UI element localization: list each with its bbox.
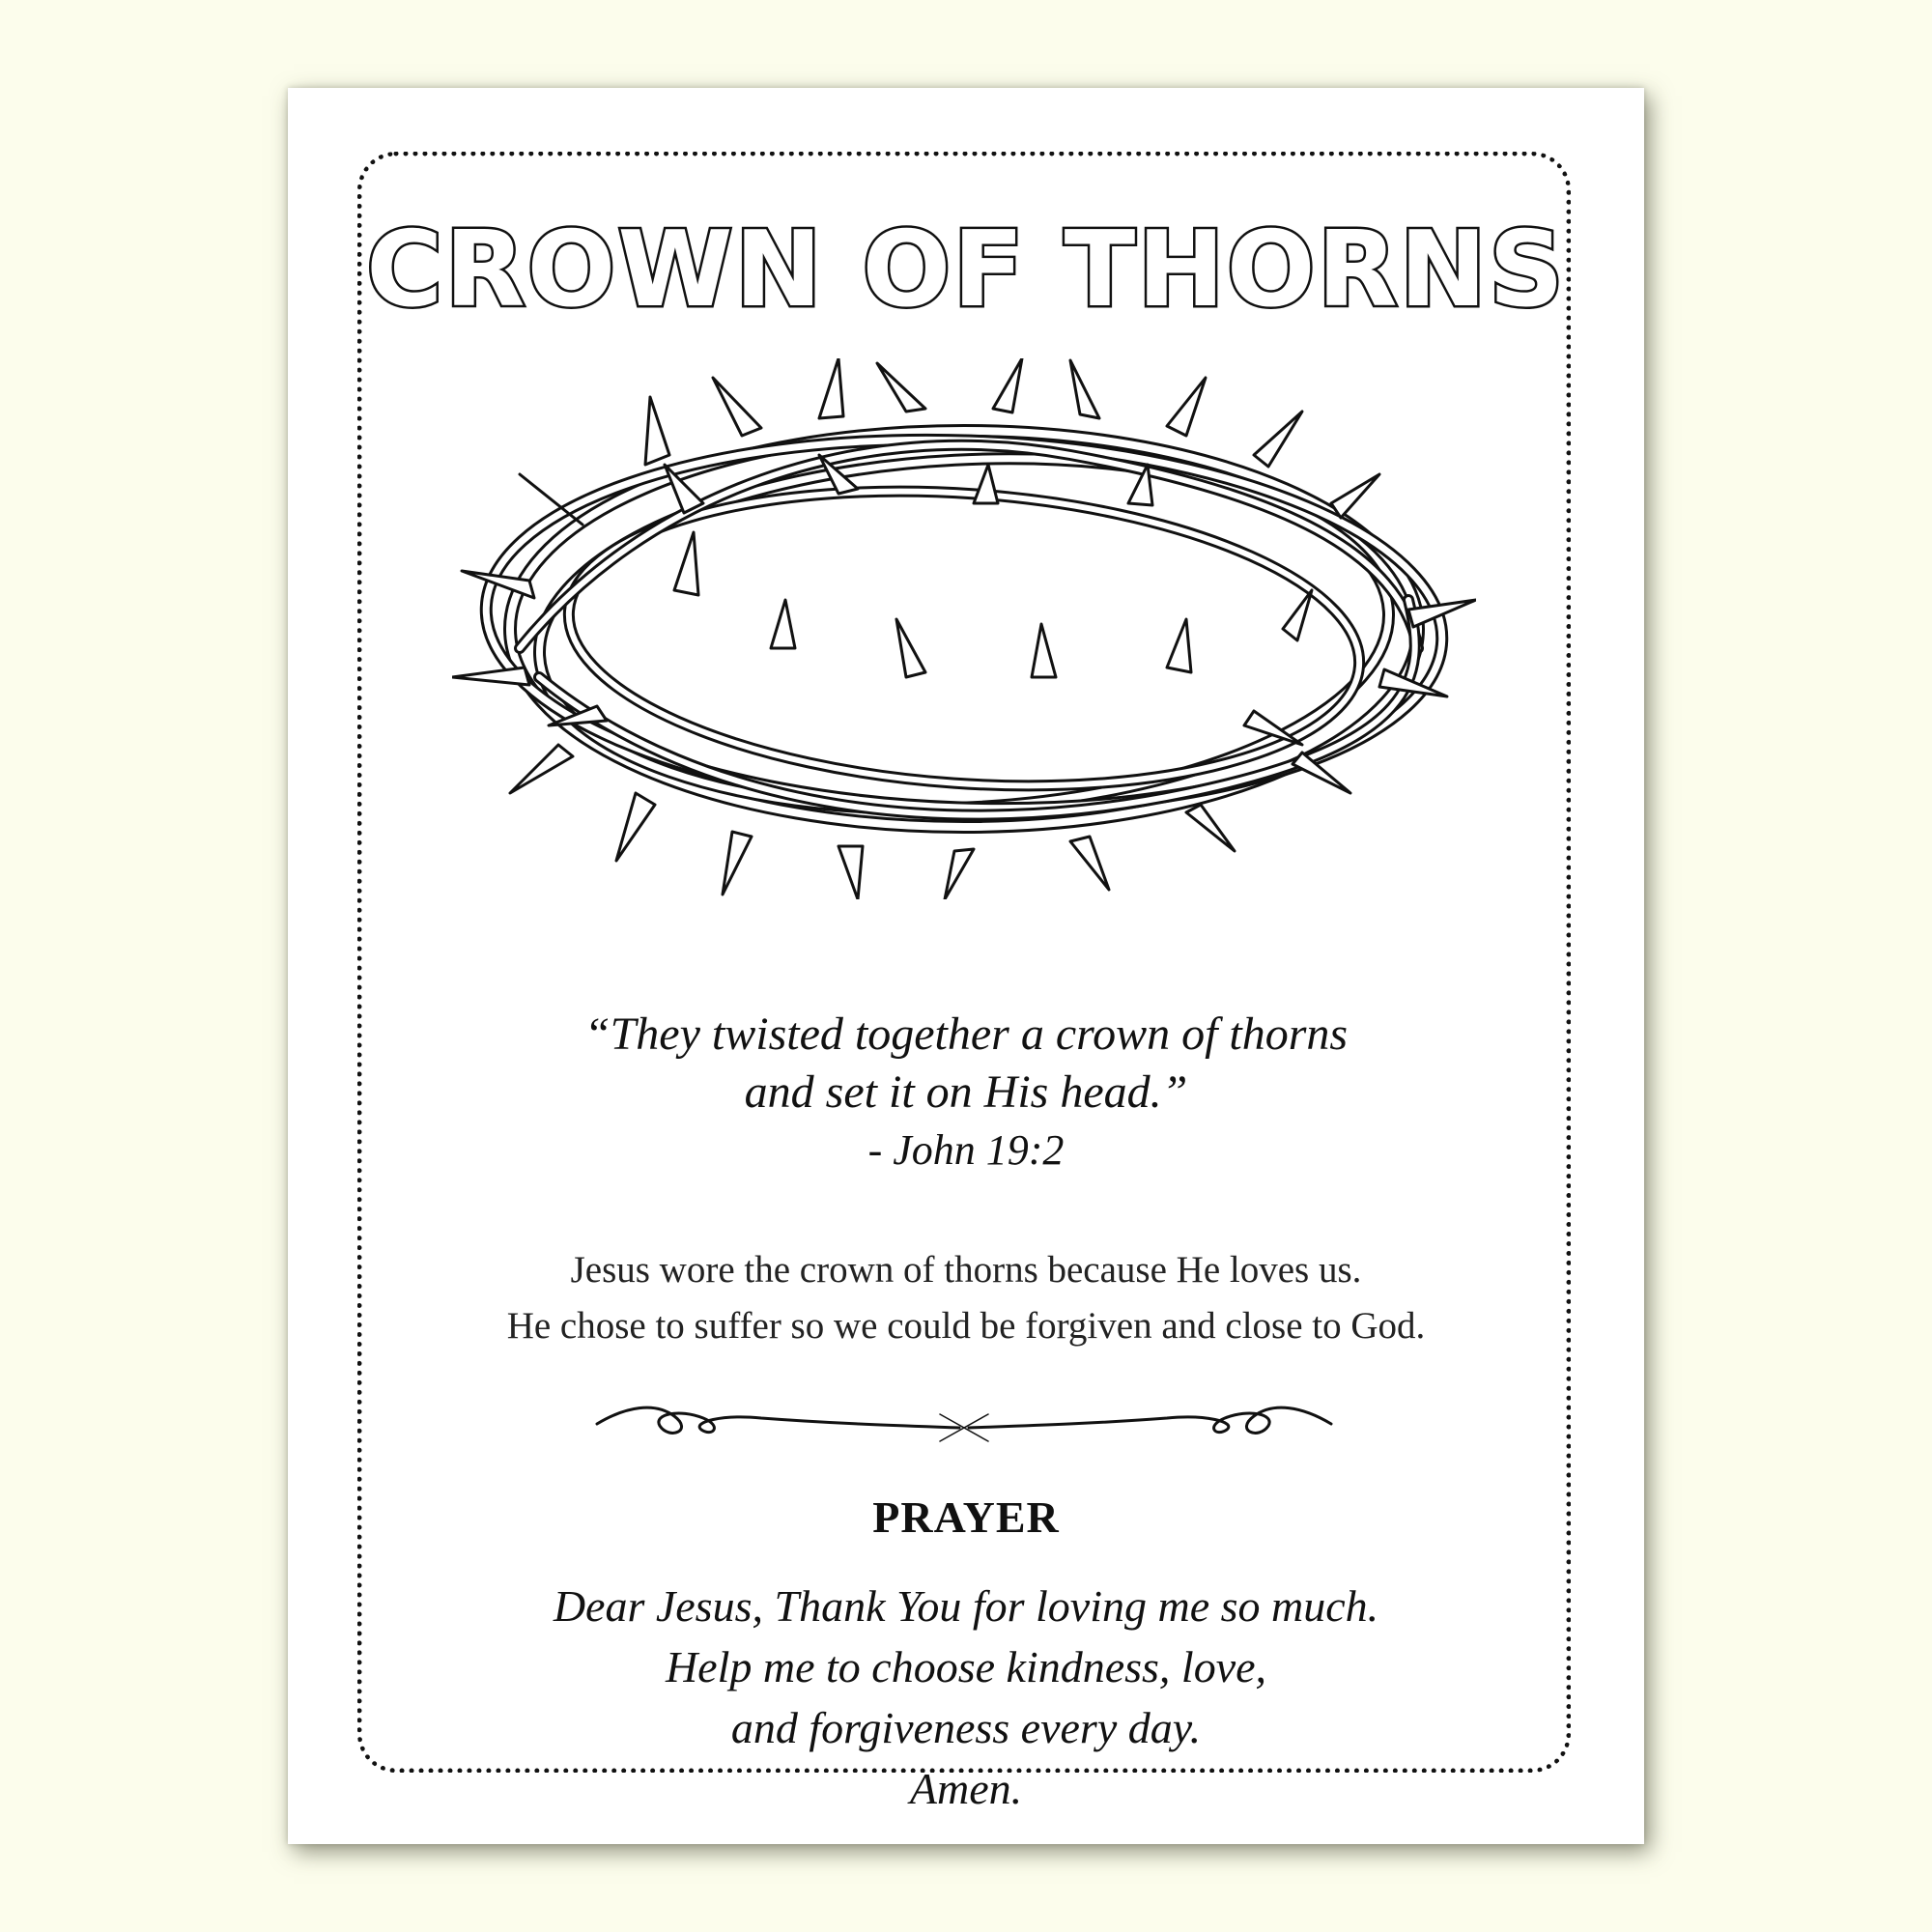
- flourish-divider-icon: [587, 1387, 1341, 1445]
- prayer-line-1: Dear Jesus, Thank You for loving me so much.: [553, 1581, 1379, 1631]
- coloring-sheet: [288, 88, 1644, 1844]
- prayer-text: [288, 1576, 1644, 1819]
- description-line-2: He chose to suffer so we could be forgiven and close to God.: [506, 1305, 1426, 1347]
- description-line-1: Jesus wore the crown of thorns because He loves us.: [570, 1249, 1362, 1291]
- prayer-line-2: Help me to choose kindness, love,: [665, 1642, 1267, 1691]
- verse-line-2: and set it on His head.”: [744, 1066, 1188, 1118]
- description-text: [288, 1242, 1644, 1354]
- prayer-line-3: and forgiveness every day.: [730, 1703, 1202, 1752]
- verse-line-1: “They twisted together a crown of thorns: [583, 1009, 1349, 1060]
- scripture-verse: [288, 1006, 1644, 1179]
- prayer-heading: PRAYER: [872, 1492, 1060, 1542]
- verse-reference: - John 19:2: [867, 1126, 1065, 1174]
- crown-of-thorns-icon: [452, 358, 1476, 899]
- prayer-line-4: Amen.: [909, 1764, 1023, 1813]
- page-title: CROWN OF THORNS: [366, 210, 1566, 330]
